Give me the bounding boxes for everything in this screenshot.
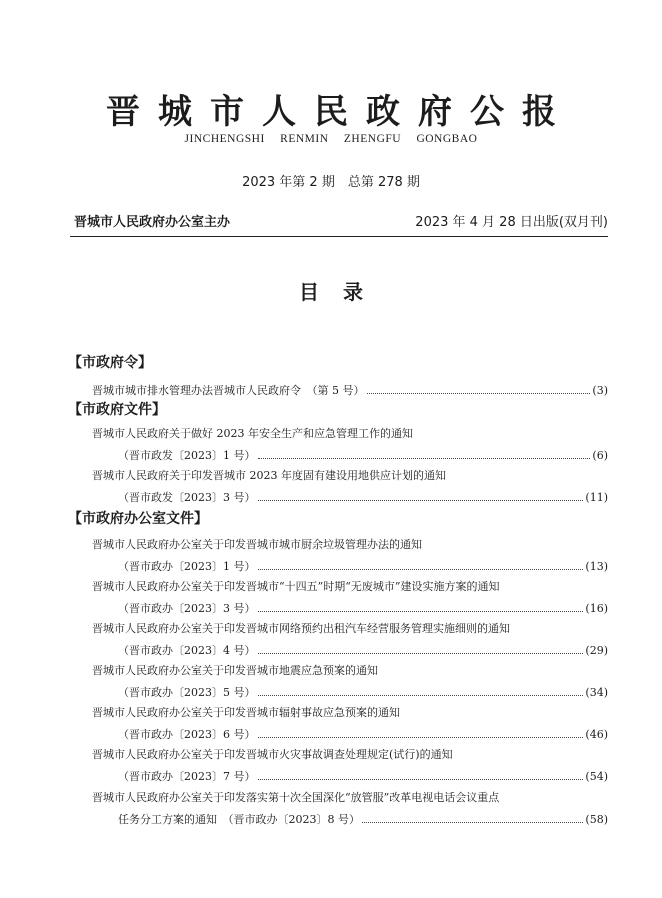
toc-entry xyxy=(118,811,608,827)
toc-leader-dots xyxy=(258,610,584,612)
toc-entry-title: 晋城市人民政府办公室关于印发晋城市“十四五”时期“无废城市”建设实施方案的通知 xyxy=(92,580,500,593)
toc-entry-title: 晋城市人民政府办公室关于印发晋城市辐射事故应急预案的通知 xyxy=(92,706,400,719)
toc-document-number: （晋市政办〔2023〕6 号） xyxy=(118,728,256,741)
toc-document-number: （晋市政办〔2023〕4 号） xyxy=(118,644,256,657)
toc-entry xyxy=(118,600,608,616)
toc-entry xyxy=(118,489,608,505)
host-organization: 晋城市人民政府办公室主办 xyxy=(74,215,231,230)
toc-entry-title: 晋城市人民政府办公室关于印发晋城市地震应急预案的通知 xyxy=(92,664,378,677)
toc-document-number: 任务分工方案的通知 （晋市政办〔2023〕8 号） xyxy=(118,813,360,826)
toc-section-label: 【市政府办公室文件】 xyxy=(68,511,208,527)
toc-document-number: （晋市政发〔2023〕3 号） xyxy=(118,491,256,504)
toc-entry-title: 晋城市人民政府关于做好 2023 年安全生产和应急管理工作的通知 xyxy=(92,427,413,440)
toc-document-number: （晋市政发〔2023〕1 号） xyxy=(118,449,256,462)
toc-leader-dots xyxy=(367,392,591,394)
toc-entry xyxy=(118,684,608,700)
toc-leader-dots xyxy=(258,499,584,501)
toc-entry xyxy=(118,447,608,463)
toc-leader-dots xyxy=(258,778,584,780)
toc-leader-dots xyxy=(258,457,591,459)
bulletin-title: 晋城市人民政府公报 xyxy=(106,92,574,132)
toc-page-number: (58) xyxy=(585,813,608,826)
toc-entry-title: 晋城市城市排水管理办法晋城市人民政府令 （第 5 号） xyxy=(92,384,365,397)
publication-date: 2023 年 4 月 28 日出版(双月刊) xyxy=(415,215,608,230)
toc-entry xyxy=(92,382,608,398)
toc-section-label: 【市政府文件】 xyxy=(68,402,166,418)
bulletin-pinyin-title: JINCHENGSHI RENMIN ZHENGFU GONGBAO xyxy=(184,133,478,145)
toc-leader-dots xyxy=(258,694,584,696)
toc-leader-dots xyxy=(258,652,584,654)
toc-page-number: (3) xyxy=(592,384,608,397)
toc-page-number: (34) xyxy=(585,686,608,699)
toc-entry xyxy=(118,558,608,574)
toc-page-number: (29) xyxy=(585,644,608,657)
toc-entry-title: 晋城市人民政府办公室关于印发晋城市火灾事故调查处理规定(试行)的通知 xyxy=(92,748,453,761)
toc-entry-title: 晋城市人民政府办公室关于印发晋城市网络预约出租汽车经营服务管理实施细则的通知 xyxy=(92,622,510,635)
toc-leader-dots xyxy=(258,736,584,738)
toc-page-number: (13) xyxy=(585,560,608,573)
toc-section-label: 【市政府令】 xyxy=(68,355,152,371)
toc-entry-title: 晋城市人民政府办公室关于印发晋城市城市厨余垃圾管理办法的通知 xyxy=(92,538,422,551)
toc-leader-dots xyxy=(258,568,584,570)
toc-entry-title: 晋城市人民政府关于印发晋城市 2023 年度固有建设用地供应计划的通知 xyxy=(92,469,446,482)
toc-entry-title: 晋城市人民政府办公室关于印发落实第十次全国深化“放管服”改革电视电话会议重点 xyxy=(92,791,500,804)
toc-page-number: (16) xyxy=(585,602,608,615)
toc-leader-dots xyxy=(362,821,583,823)
toc-entry xyxy=(118,768,608,784)
toc-document-number: （晋市政办〔2023〕3 号） xyxy=(118,602,256,615)
toc-document-number: （晋市政办〔2023〕7 号） xyxy=(118,770,256,783)
toc-entry xyxy=(118,642,608,658)
issue-number: 2023 年第 2 期 总第 278 期 xyxy=(242,175,420,190)
toc-page-number: (11) xyxy=(585,491,608,504)
toc-entry xyxy=(118,726,608,742)
toc-heading: 目录 xyxy=(299,280,387,304)
toc-page-number: (6) xyxy=(592,449,608,462)
toc-page-number: (46) xyxy=(585,728,608,741)
toc-page-number: (54) xyxy=(585,770,608,783)
toc-document-number: （晋市政办〔2023〕1 号） xyxy=(118,560,256,573)
toc-document-number: （晋市政办〔2023〕5 号） xyxy=(118,686,256,699)
